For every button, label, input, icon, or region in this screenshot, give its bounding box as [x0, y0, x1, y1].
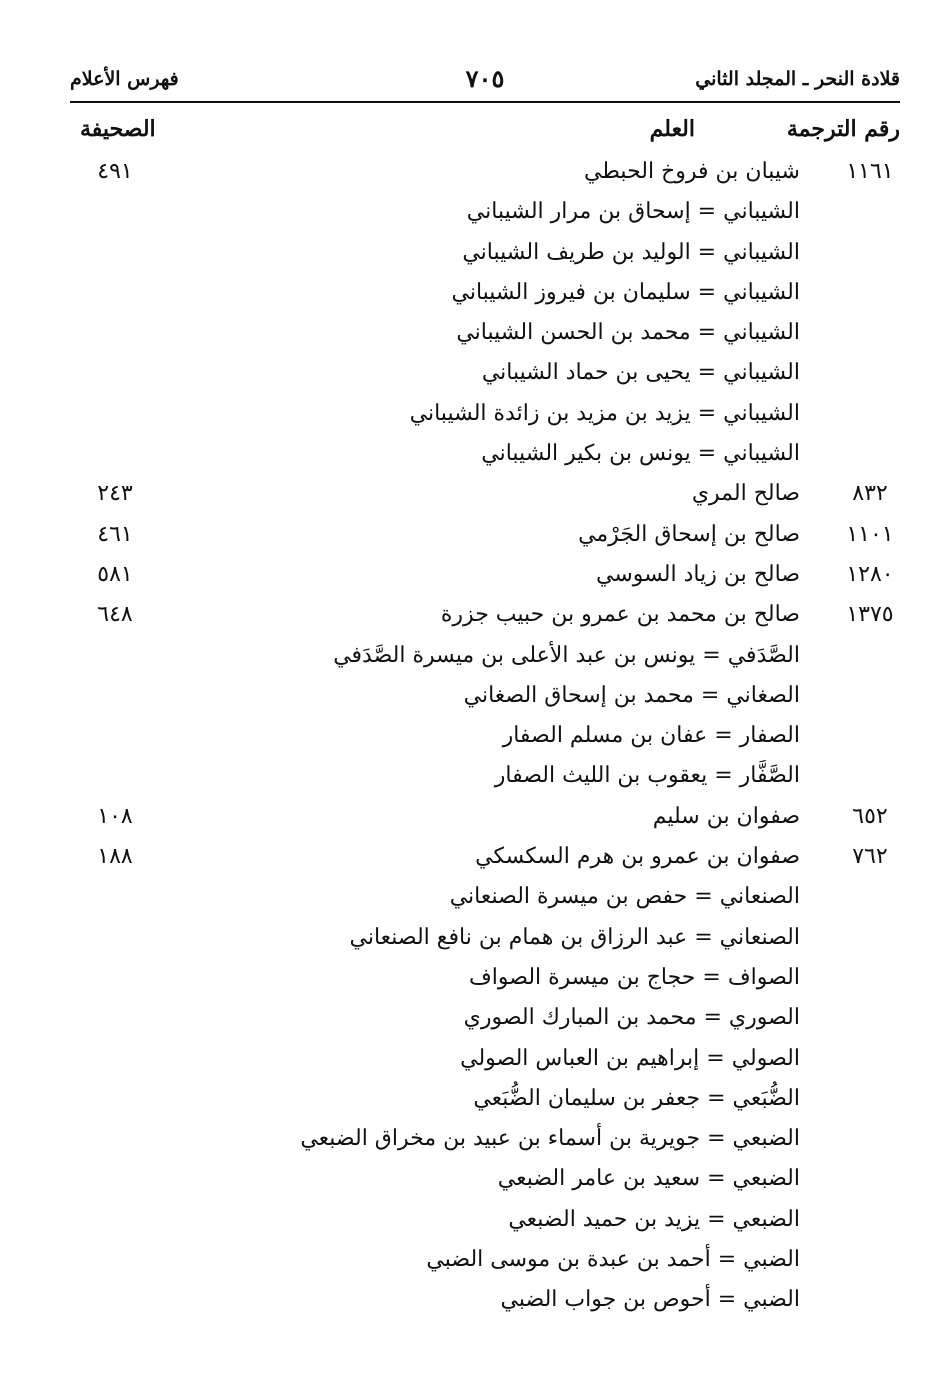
index-entry [70, 518, 900, 558]
entry-page: ٥٨١ [97, 561, 133, 587]
index-entry [70, 1001, 900, 1041]
index-entry [70, 155, 900, 195]
entry-name: صالح بن محمد بن عمرو بن حبيب جزرة [440, 602, 800, 628]
entry-name: صالح بن زياد السوسي [596, 561, 800, 587]
entry-name: الشيباني = يزيد بن مزيد بن زائدة الشيباني [409, 400, 800, 426]
section-title: فهرس الأعلام [70, 68, 179, 90]
entry-name: الصولي = إبراهيم بن العباس الصولي [460, 1045, 800, 1071]
entry-number: ١١٦١ [846, 159, 894, 184]
index-entry [70, 1283, 900, 1323]
entry-name: الصَّفَّار = يعقوب بن الليث الصفار [494, 763, 800, 789]
index-entry [70, 759, 900, 799]
entry-name: الصواف = حجاج بن ميسرة الصواف [468, 964, 800, 990]
entry-name: الشيباني = سليمان بن فيروز الشيباني [451, 279, 800, 305]
entry-page: ١٨٨ [97, 844, 133, 870]
index-entry [70, 880, 900, 920]
entry-name: الصفار = عفان بن مسلم الصفار [502, 723, 800, 749]
column-header-page: الصحيفة [80, 116, 156, 142]
entry-name: الشيباني = الوليد بن طريف الشيباني [462, 239, 800, 265]
entry-page: ٦٤٨ [97, 602, 133, 628]
index-entry [70, 679, 900, 719]
entry-name: الشيباني = إسحاق بن مرار الشيباني [466, 199, 800, 225]
page-number: ٧٠٥ [465, 64, 505, 93]
index-entry [70, 276, 900, 316]
entry-name: الصنعاني = حفص بن ميسرة الصنعاني [449, 884, 800, 910]
entry-page: ١٠٨ [97, 803, 133, 829]
index-entry [70, 840, 900, 880]
index-entry [70, 1162, 900, 1202]
index-entry [70, 639, 900, 679]
entry-number: ٦٥٢ [852, 803, 888, 829]
index-entry [70, 195, 900, 235]
header-rule [70, 101, 900, 103]
running-header [70, 62, 900, 102]
entry-page: ٢٤٣ [97, 481, 133, 507]
index-entry [70, 558, 900, 598]
index-entry [70, 316, 900, 356]
entry-name: صفوان بن عمرو بن هرم السكسكي [475, 844, 800, 870]
entry-name: الضبعي = جويرية بن أسماء بن عبيد بن مخراق الضبعي [300, 1126, 800, 1152]
index-entry [70, 397, 900, 437]
entry-name: الضبي = أحوص بن جواب الضبي [500, 1287, 800, 1313]
entry-name: الصوري = محمد بن المبارك الصوري [463, 1005, 800, 1031]
entry-name: الشيباني = يحيى بن حماد الشيباني [481, 360, 800, 386]
index-entry [70, 1082, 900, 1122]
entry-page: ٤٩١ [97, 159, 133, 184]
index-entry [70, 598, 900, 638]
entry-name: الضُّبَعي = جعفر بن سليمان الضُّبَعي [473, 1085, 800, 1111]
index-entry [70, 477, 900, 517]
column-headers [70, 116, 900, 152]
entry-number: ١٢٨٠ [846, 561, 894, 587]
column-header-name: العلم [649, 116, 695, 142]
index-entry [70, 719, 900, 759]
entry-name: الصنعاني = عبد الرزاق بن همام بن نافع الصنعاني [349, 924, 800, 950]
entry-number: ٨٣٢ [852, 481, 888, 507]
index-entry [70, 800, 900, 840]
index-entry [70, 437, 900, 477]
column-header-number: رقم الترجمة [786, 116, 900, 142]
book-title: قلادة النحر ـ المجلد الثاني [695, 68, 900, 90]
entry-page: ٤٦١ [97, 521, 133, 547]
entry-name: شيبان بن فروخ الحبطي [584, 159, 800, 184]
entry-number: ١٣٧٥ [846, 602, 894, 628]
index-entry [70, 1203, 900, 1243]
index-entry [70, 356, 900, 396]
index-entry [70, 1042, 900, 1082]
entry-name: الصغاني = محمد بن إسحاق الصغاني [463, 682, 800, 708]
index-entry [70, 1122, 900, 1162]
index-entry [70, 236, 900, 276]
entry-name: صالح المري [691, 481, 800, 507]
index-entry [70, 1243, 900, 1283]
entry-name: الضبعي = سعيد بن عامر الضبعي [497, 1166, 800, 1192]
entry-number: ٧٦٢ [852, 844, 888, 870]
entry-number: ١١٠١ [846, 521, 894, 547]
entry-name: الضبعي = يزيد بن حميد الضبعي [508, 1206, 800, 1232]
entry-name: الضبي = أحمد بن عبدة بن موسى الضبي [426, 1247, 800, 1273]
entry-name: صفوان بن سليم [652, 803, 800, 829]
entry-name: الشيباني = يونس بن بكير الشيباني [481, 441, 800, 467]
entry-name: الشيباني = محمد بن الحسن الشيباني [456, 320, 800, 346]
entry-name: الصَّدَفي = يونس بن عبد الأعلى بن ميسرة الصَّدَفي [333, 642, 800, 668]
index-entry [70, 961, 900, 1001]
index-entry [70, 921, 900, 961]
index-list [70, 155, 900, 1324]
entry-name: صالح بن إسحاق الجَرْمي [578, 521, 800, 547]
